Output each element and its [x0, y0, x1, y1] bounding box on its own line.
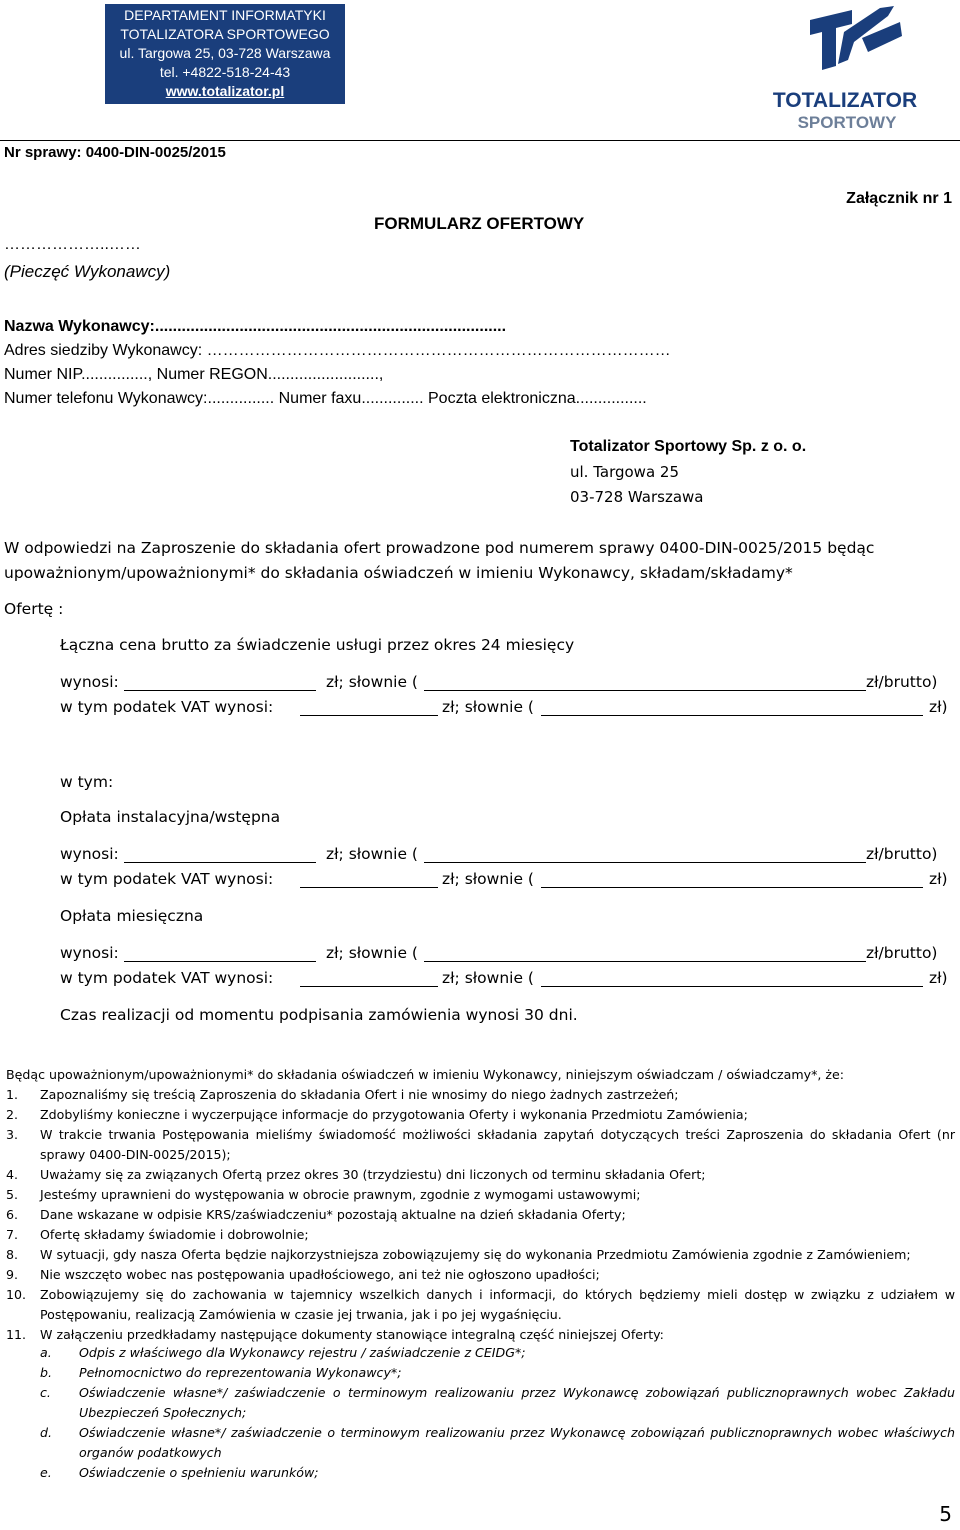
- total-vat-words-label: zł; słownie (: [442, 698, 534, 716]
- department-address-block: [105, 4, 345, 104]
- declaration-number: 7.: [6, 1227, 19, 1242]
- declaration-text: Zapoznaliśmy się treścią Zaproszenia do składania Ofert i nie wnosimy do niego żadnych zastrzeżeń;: [40, 1087, 679, 1102]
- including-label: w tym:: [60, 773, 114, 791]
- monthly-vat-words-label: zł; słownie (: [442, 969, 534, 987]
- attachment-text: Pełnomocnictwo do reprezentowania Wykonawcy*;: [79, 1365, 402, 1380]
- stamp-label: (Pieczęć Wykonawcy): [4, 262, 171, 281]
- declaration-text: Zobowiązujemy się do zachowania w tajemnicy wszelkich danych i informacji, do których będziemy mieli dostęp w związku z udziałem w Postępowaniu, realizacją Zamówienia w czasie jej trwania, jak i po jej wygaśnięciu.: [40, 1287, 955, 1322]
- declaration-text: W trakcie trwania Postępowania mieliśmy świadomość możliwości składania zapytań dotyczących treści Zaproszenia do składania Ofert (nr sprawy 0400-DIN-0025/2015);: [40, 1127, 955, 1162]
- declaration-text: Uważamy się za związanych Ofertą przez okres 30 (trzydziestu) dni liczonych od terminu składania Ofert;: [40, 1167, 706, 1182]
- declaration-text: Zdobyliśmy konieczne i wyczerpujące informacje do przygotowania Oferty i wykonania Przedmiotu Zamówienia;: [40, 1107, 748, 1122]
- install-words-label: zł; słownie (: [326, 845, 418, 863]
- dept-line: TOTALIZATORA SPORTOWEGO: [120, 26, 330, 42]
- total-amount-label: wynosi:: [60, 673, 119, 691]
- monthly-words-label: zł; słownie (: [326, 944, 418, 962]
- total-words-blank[interactable]: [424, 690, 866, 691]
- monthly-end-label: zł/brutto): [866, 944, 938, 962]
- declaration-number: 3.: [6, 1127, 19, 1142]
- declaration-text: Nie wszczęto wobec nas postępowania upadłościowego, ani też nie ogłoszono upadłości;: [40, 1267, 600, 1282]
- declaration-number: 10.: [6, 1287, 27, 1302]
- install-vat-end-label: zł): [929, 870, 948, 888]
- total-price-label: Łączna cena brutto za świadczenie usługi przez okres 24 miesięcy: [60, 636, 575, 654]
- contractor-nip-regon-field[interactable]: Numer NIP..............., Numer REGON.........................,: [4, 366, 384, 383]
- install-vat-words-blank[interactable]: [541, 887, 923, 888]
- attachment-text: Oświadczenie własne*/ zaświadczenie o terminowym realizowaniu przez Wykonawcę zobowiązań publicznoprawnych wobec właściwych organów podatkowych: [79, 1425, 955, 1460]
- declaration-number: 4.: [6, 1167, 19, 1182]
- case-number: Nr sprawy: 0400-DIN-0025/2015: [4, 144, 226, 161]
- declaration-number: 11.: [6, 1327, 27, 1342]
- declaration-text: W załączeniu przedkładamy następujące dokumenty stanowiące integralną część niniejszej Oferty:: [40, 1327, 664, 1342]
- monthly-vat-words-blank[interactable]: [541, 986, 923, 987]
- monthly-words-blank[interactable]: [424, 961, 866, 962]
- install-fee-label: Opłata instalacyjna/wstępna: [60, 808, 281, 826]
- attachment-letter: e.: [40, 1465, 52, 1480]
- dept-line: ul. Targowa 25, 03-728 Warszawa: [119, 45, 331, 61]
- declaration-text: Dane wskazane w odpisie KRS/zaświadczeniu* pozostają aktualne na dzień składania Oferty;: [40, 1207, 626, 1222]
- monthly-vat-end-label: zł): [929, 969, 948, 987]
- attachment-letter: c.: [40, 1385, 51, 1400]
- declaration-number: 1.: [6, 1087, 19, 1102]
- monthly-fee-label: Opłata miesięczna: [60, 907, 204, 925]
- monthly-amount-label: wynosi:: [60, 944, 119, 962]
- attachment-letter: d.: [40, 1425, 52, 1440]
- monthly-vat-label: w tym podatek VAT wynosi:: [60, 969, 274, 987]
- website-link[interactable]: www.totalizator.pl: [165, 83, 285, 99]
- recipient-city: 03-728 Warszawa: [570, 488, 704, 506]
- completion-time: Czas realizacji od momentu podpisania zamówienia wynosi 30 dni.: [60, 1006, 578, 1024]
- recipient-name: Totalizator Sportowy Sp. z o. o.: [570, 438, 807, 455]
- declaration-intro: Będąc upoważnionym/upoważnionymi* do składania oświadczeń w imieniu Wykonawcy, niniejszym oświadczam / oświadczamy*, że:: [6, 1067, 844, 1082]
- attachment-letter: a.: [40, 1345, 52, 1360]
- attachment-text: Oświadczenie o spełnieniu warunków;: [79, 1465, 319, 1480]
- letterhead: [0, 0, 960, 140]
- attachment-text: Odpis z właściwego dla Wykonawcy rejestru / zaświadczenie z CEIDG*;: [79, 1345, 526, 1360]
- monthly-amount-blank[interactable]: [124, 961, 316, 962]
- monthly-vat-blank[interactable]: [300, 986, 438, 987]
- install-end-label: zł/brutto): [866, 845, 938, 863]
- dept-line: DEPARTAMENT INFORMATYKI: [124, 7, 326, 23]
- declaration-number: 8.: [6, 1247, 19, 1262]
- install-vat-label: w tym podatek VAT wynosi:: [60, 870, 274, 888]
- form-title: FORMULARZ OFERTOWY: [374, 214, 585, 233]
- install-vat-blank[interactable]: [300, 887, 438, 888]
- logo-text-top: TOTALIZATOR: [772, 89, 918, 112]
- intro-text-line-2: upoważnionym/upoważnionymi* do składania oświadczeń w imieniu Wykonawcy, składam/składamy*: [4, 564, 793, 582]
- declaration-number: 2.: [6, 1107, 19, 1122]
- total-end-label: zł/brutto): [866, 673, 938, 691]
- total-vat-blank[interactable]: [300, 715, 438, 716]
- install-amount-label: wynosi:: [60, 845, 119, 863]
- declaration-text: Ofertę składamy świadomie i dobrowolnie;: [40, 1227, 309, 1242]
- total-vat-label: w tym podatek VAT wynosi:: [60, 698, 274, 716]
- header-divider: [0, 140, 960, 141]
- declaration-text: W sytuacji, gdy nasza Oferta będzie najkorzystniejsza zobowiązujemy się do wykonania Przedmiotu Zamówienia zgodnie z Zamówieniem;: [40, 1247, 911, 1262]
- logo-text-bottom: SPORTOWY: [797, 113, 897, 132]
- recipient-street: ul. Targowa 25: [570, 463, 679, 481]
- declaration-text: Jesteśmy uprawnieni do występowania w obrocie prawnym, zgodnie z wymogami ustawowymi;: [40, 1187, 641, 1202]
- attachment-letter: b.: [40, 1365, 52, 1380]
- total-vat-words-blank[interactable]: [541, 715, 923, 716]
- dept-line: tel. +4822-518-24-43: [159, 64, 291, 80]
- intro-text-line-1: W odpowiedzi na Zaproszenie do składania ofert prowadzone pod numerem sprawy 0400-DIN-0025/2015 będąc: [4, 539, 875, 557]
- contractor-name-field[interactable]: Nazwa Wykonawcy:...............................................................................: [4, 318, 507, 335]
- annex-label: Załącznik nr 1: [846, 190, 952, 207]
- page-number: 5: [939, 1502, 952, 1526]
- total-vat-end-label: zł): [929, 698, 948, 716]
- install-vat-words-label: zł; słownie (: [442, 870, 534, 888]
- totalizator-logo: [770, 2, 920, 132]
- declaration-number: 5.: [6, 1187, 19, 1202]
- offer-label: Ofertę :: [4, 600, 64, 618]
- attachment-text: Oświadczenie własne*/ zaświadczenie o terminowym realizowaniu przez Wykonawcę zobowiązań publicznoprawnych wobec Zakładu Ubezpieczeń Społecznych;: [79, 1385, 955, 1420]
- total-amount-blank[interactable]: [124, 690, 316, 691]
- contractor-contacts-field[interactable]: Numer telefonu Wykonawcy:............... Numer faxu.............. Poczta elektroniczna................: [4, 390, 647, 407]
- declaration-number: 9.: [6, 1267, 19, 1282]
- install-words-blank[interactable]: [424, 862, 866, 863]
- contractor-address-field[interactable]: Adres siedziby Wykonawcy: ……………………………………………………………………………: [4, 342, 671, 359]
- stamp-placeholder: ………………..……: [4, 236, 141, 253]
- total-words-label: zł; słownie (: [326, 673, 418, 691]
- declaration-number: 6.: [6, 1207, 19, 1222]
- install-amount-blank[interactable]: [124, 862, 316, 863]
